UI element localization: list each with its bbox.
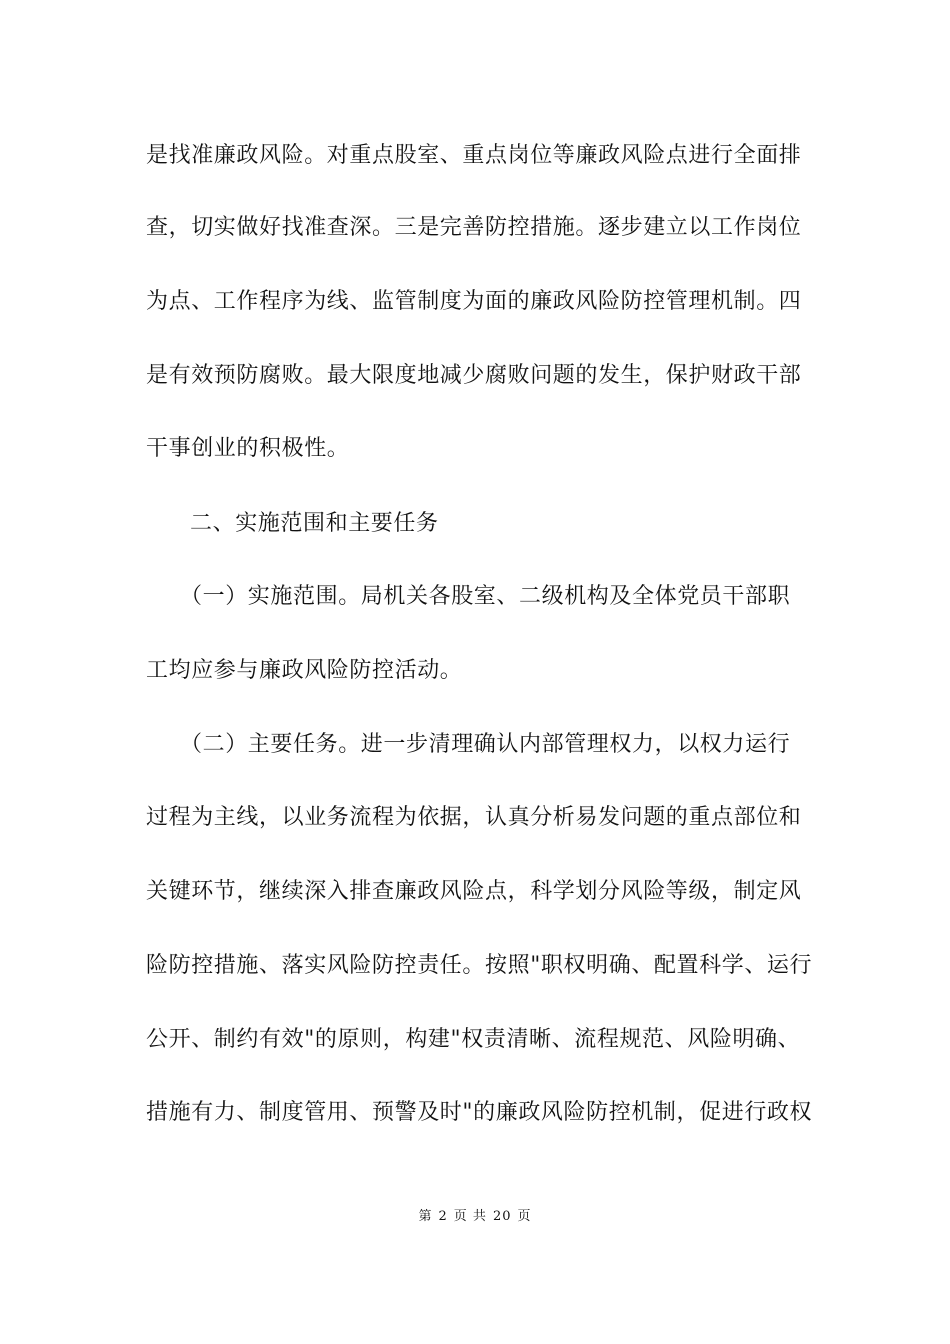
footer-suffix: 页	[517, 1209, 532, 1224]
footer-mid: 页 共	[453, 1209, 487, 1224]
body-text-line: （一）实施范围。局机关各股室、二级机构及全体党员干部职	[180, 584, 791, 609]
body-text-line: 是有效预防腐败。最大限度地减少腐败问题的发生，保护财政干部	[146, 363, 802, 388]
body-text-line: 过程为主线，以业务流程为依据，认真分析易发问题的重点部位和	[146, 805, 802, 830]
total-pages-number: 20	[492, 1209, 512, 1224]
body-text-line: 措施有力、制度管用、预警及时"的廉政风险防控机制，促进行政权	[146, 1100, 813, 1125]
footer-prefix: 第	[418, 1209, 433, 1224]
body-text-line: 公开、制约有效"的原则，构建"权责清晰、流程规范、风险明确、	[146, 1027, 801, 1052]
body-text-line: 险防控措施、落实风险防控责任。按照"职权明确、配置科学、运行	[146, 953, 813, 978]
body-text-line: 是找准廉政风险。对重点股室、重点岗位等廉政风险点进行全面排	[146, 143, 802, 168]
page-number-footer	[0, 1208, 950, 1226]
body-text-line: 关键环节，继续深入排查廉政风险点，科学划分风险等级，制定风	[146, 879, 802, 904]
body-text-line: 干事创业的积极性。	[146, 436, 350, 461]
body-text-line: 查，切实做好找准查深。三是完善防控措施。逐步建立以工作岗位	[146, 215, 802, 240]
section-heading: 二、实施范围和主要任务	[190, 511, 439, 536]
body-text-line: 工均应参与廉政风险防控活动。	[146, 658, 463, 683]
body-text-line: （二）主要任务。进一步清理确认内部管理权力，以权力运行	[180, 732, 791, 757]
current-page-number: 2	[438, 1209, 448, 1224]
body-text-line: 为点、工作程序为线、监管制度为面的廉政风险防控管理机制。四	[146, 289, 802, 314]
